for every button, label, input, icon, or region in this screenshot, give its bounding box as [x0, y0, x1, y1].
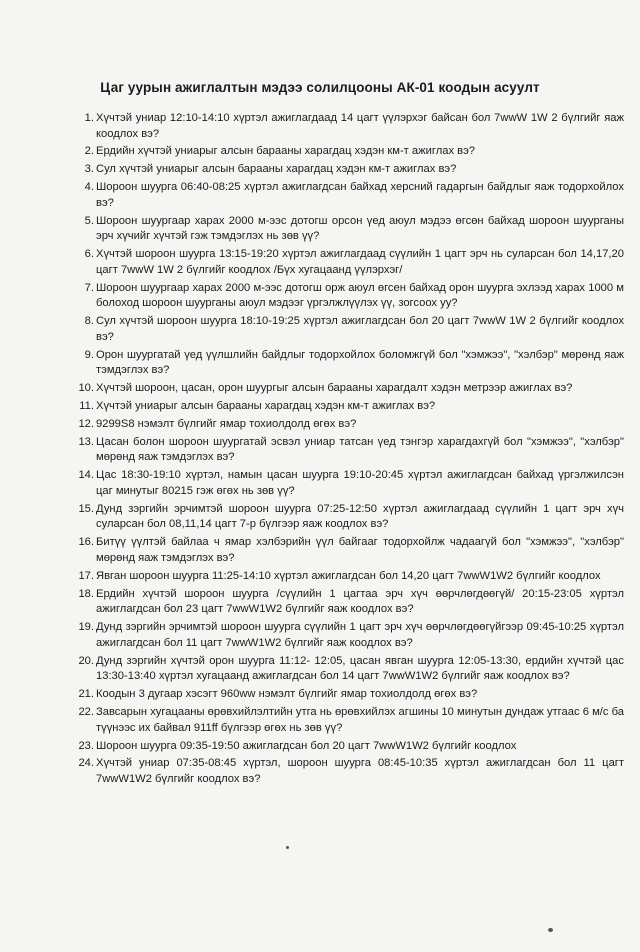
question-text: Хүчтэй униар 12:10-14:10 хүртэл ажиглагдаад 14 цагт үүлэрхэг байсан бол 7wwW 1W 2 бүлгийг яаж коодлох вэ? [96, 112, 624, 140]
question-item [78, 569, 624, 585]
question-item [78, 705, 624, 736]
question-item [78, 739, 624, 755]
question-item [78, 502, 624, 533]
question-text: Битүү үүлтэй байлаа ч ямар хэлбэрийн үүл байгааг тодорхойлж чадаагүй бол "хэмжээ", "хэлбэр" мөрөнд яаж тэмдэглэх вэ? [96, 536, 624, 564]
question-text: Шороон шуурга 09:35-19:50 ажиглагдсан бол 20 цагт 7wwW1W2 бүлгийг коодлох [96, 739, 517, 752]
question-number: 17. [78, 569, 94, 582]
scan-speck [286, 846, 289, 849]
question-number: 6. [84, 248, 94, 261]
document-title: Цаг уурын ажиглалтын мэдээ солилцооны АК-01 коодын асуулт [100, 80, 540, 95]
question-number: 10. [78, 382, 94, 395]
question-number: 18. [78, 587, 94, 600]
question-number: 8. [84, 315, 94, 328]
question-number: 19. [78, 621, 94, 634]
question-item [78, 620, 624, 651]
question-item [78, 381, 624, 397]
question-number: 9. [84, 348, 94, 361]
question-number: 14. [78, 469, 94, 482]
question-item [78, 417, 624, 433]
question-item [78, 348, 624, 379]
question-text: Завсарын хугацааны өрөвхийлэлтийн утга нь өрөвхийлэх агшины 10 минутын дундаж утгаас 6 м/с ба түүнээс их байвал 911ff бүлгээр өгөх нь зөв үү? [96, 706, 624, 734]
question-number: 13. [78, 435, 94, 448]
question-item [78, 687, 624, 703]
question-text: Цас 18:30-19:10 хүртэл, намын цасан шуурга 19:10-20:45 хүртэл ажиглагдсан байхад үргэлжилсэн цаг минутыг 80215 гэж өгөх нь зөв үү? [96, 469, 624, 497]
question-item [78, 756, 624, 787]
question-text: Хүчтэй шороон, цасан, орон шуургыг алсын барааны харагдалт хэдэн метрээр ажиглах вэ? [96, 382, 573, 395]
question-number: 22. [78, 706, 94, 719]
question-number: 12. [78, 417, 94, 430]
question-text: Ердийн хүчтэй шороон шуурга /сүүлийн 1 цагтаа эрч хүч өөрчлөгдөөгүй/ 20:15-23:05 хүртэл ажиглагдсан бол 23 цагт 7wwW1W2 бүлгийг яаж коодлох вэ? [96, 587, 624, 616]
question-number: 15. [78, 502, 94, 515]
question-item [78, 281, 624, 312]
question-text: Хүчтэй униар 07:35-08:45 хүртэл, шороон шуурга 08:45-10:35 хүртэл ажиглагдсан бол 11 цагт 7wwW1W2 бүлгийг коодлох вэ? [96, 757, 624, 785]
question-text: Дунд зэргийн эрчимтэй шороон шуурга 07:25-12:50 хүртэл ажиглагдаад сүүлийн 1 цагт эрч хүч суларсан бол 08,11,14 цагт 7-р бүлгээр яаж коодлох вэ? [96, 502, 624, 531]
question-number: 7. [84, 281, 94, 294]
question-text: 9299S8 нэмэлт бүлгийг ямар тохиолдолд өгөх вэ? [96, 417, 357, 430]
question-text: Сул хүчтэй униарыг алсын барааны харагдац хэдэн км-т ажиглах вэ? [96, 163, 457, 176]
question-list [78, 111, 624, 790]
question-item [78, 654, 624, 685]
question-number: 16. [78, 536, 94, 549]
question-number: 3. [84, 163, 94, 176]
question-item [78, 435, 624, 466]
question-item [78, 180, 624, 211]
question-text: Сул хүчтэй шороон шуурга 18:10-19:25 хүртэл ажиглагдсан бол 20 цагт 7wwW 1W 2 бүлгийг коодлох вэ? [96, 315, 624, 343]
question-text: Дунд зэргийн хүчтэй орон шуурга 11:12- 12:05, цасан явган шуурга 12:05-13:30, ердийн хүчтэй цас 13:30-13:40 хүртэл хугацаанд ажиглагдсан бол 14 цагт 7wwW1W2 бүлгийг яаж коодлох вэ? [96, 654, 624, 683]
question-item [78, 587, 624, 618]
question-item [78, 314, 624, 345]
question-text: Хүчтэй шороон шуурга 13:15-19:20 хүртэл ажиглагдаад сүүлийн 1 цагт эрч нь суларсан бол 14,17,20 цагт 7wwW 1W 2 бүлгийг коодлох /Бүх хугацаанд үүлэрхэг/ [96, 248, 624, 276]
question-number: 24. [78, 757, 94, 770]
question-number: 20. [78, 654, 94, 667]
question-number: 2. [84, 145, 94, 158]
scan-speck [548, 928, 553, 932]
question-text: Дунд зэргийн эрчимтэй шороон шуурга сүүлийн 1 цагт эрч хүч өөрчлөгдөөгүйгээр 09:45-10:25 хүртэл ажиглагдсан бол 11 цагт 7wwW1W2 бүлгийг яаж коодлох вэ? [96, 621, 624, 649]
question-text: Орон шуургатай үед үүлшлийн байдлыг тодорхойлох боломжгүй бол "хэмжээ", "хэлбэр" мөрөнд яаж тэмдэглэх вэ? [96, 348, 624, 377]
question-item [78, 144, 624, 160]
question-text: Ердийн хүчтэй униарыг алсын барааны харагдац хэдэн км-т ажиглах вэ? [96, 145, 476, 158]
question-text: Цасан болон шороон шуургатай эсвэл униар татсан үед тэнгэр харагдахгүй бол "хэмжээ", "хэлбэр" мөрөнд яаж тэмдэглэх вэ? [96, 435, 624, 464]
question-text: Шороон шуургаар харах 2000 м-ээс дотогш орж аюул өгсен байхад орон шуурга эхлээд харах 1000 м болоход шороон шуурганы аюул мэдээг үргэлжлүүлэх үү, зогсоох уу? [96, 281, 624, 310]
question-item [78, 399, 624, 415]
question-text: Явган шороон шуурга 11:25-14:10 хүртэл ажиглагдсан бол 14,20 цагт 7wwW1W2 бүлгийг коодлох [96, 569, 601, 582]
question-item [78, 214, 624, 245]
question-number: 11. [79, 400, 94, 413]
question-number: 4. [84, 181, 94, 194]
question-item [78, 247, 624, 278]
question-item [78, 162, 624, 178]
question-number: 23. [78, 739, 94, 752]
question-item [78, 111, 624, 142]
question-number: 1. [84, 112, 94, 124]
question-text: Шороон шуурга 06:40-08:25 хүртэл ажиглагдсан байхад херсний гадаргын байдлыг яаж тодорхойлох вэ? [96, 181, 624, 209]
question-text: Коодын 3 дугаар хэсэгт 960ww нэмэлт бүлгийг ямар тохиолдолд өгөх вэ? [96, 688, 478, 701]
question-item [78, 535, 624, 566]
question-item [78, 468, 624, 499]
question-number: 5. [84, 214, 94, 227]
question-text: Хүчтэй униарыг алсын барааны харагдац хэдэн км-т ажиглах вэ? [96, 400, 436, 413]
question-text: Шороон шуургаар харах 2000 м-ээс дотогш орсон үед аюул мэдээ өгсөн байхад шороон шуурганы эрч хүчийг хүчтэй гэж тэмдэглэх нь зөв үү? [96, 214, 624, 243]
question-number: 21. [78, 688, 94, 701]
